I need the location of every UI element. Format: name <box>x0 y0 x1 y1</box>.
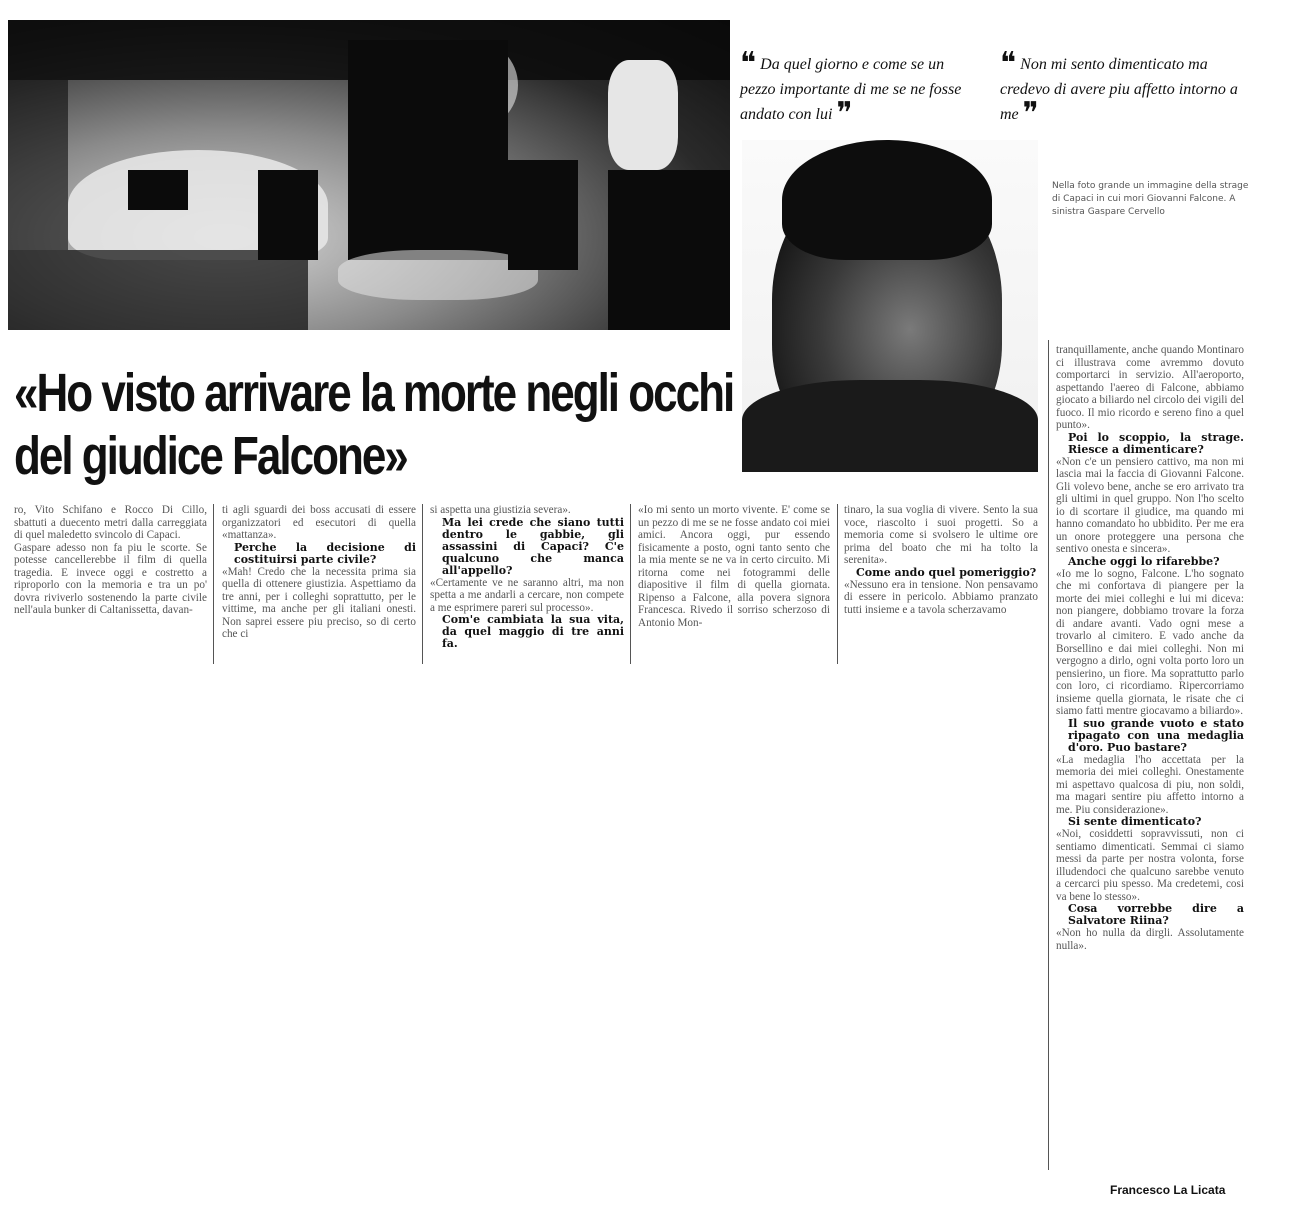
article-column-5 <box>844 504 1038 616</box>
interview-question: Si sente dimenticato? <box>1068 815 1202 828</box>
pull-quote-2-text: Non mi sento dimenticato ma credevo di avere piu affetto intorno a me <box>1000 56 1238 123</box>
article-paragraph: «Mah! Credo che la necessita prima sia quella di ottenere giustizia. Aspettiamo da tre anni, per i colleghi soprattutto, per le vittime, ma anche per gli italiani onesti. Non saprei essere piu preciso, so di certo che ci <box>222 565 416 640</box>
interview-question: Poi lo scoppio, la strage. Riesce a dimenticare? <box>1068 430 1244 456</box>
article-paragraph: si aspetta una giustizia severa». <box>430 504 571 516</box>
interview-question: Perche la decisione di costituirsi parte civile? <box>234 540 416 566</box>
interview-question: Anche oggi lo rifarebbe? <box>1068 554 1220 568</box>
article-paragraph: tranquillamente, anche quando Montinaro ci illustrava come avremmo dovuto comportarci in servizio. All'aeroporto, aspettando l'aereo di Falcone, abbiamo giocato a biliardo nel circolo dei vigili del fuoco. Il mio ricordo e sereno fino a quel punto». <box>1056 344 1244 431</box>
pull-quote-2 <box>1000 46 1250 131</box>
article-column-4 <box>638 504 830 629</box>
quote-open-icon: ❝ <box>1000 46 1017 81</box>
article-paragraph: «Io me lo sogno, Falcone. L'ho sognato che mi confortava di piangere per la morte dei miei colleghi e lui mi diceva: non piangere, dobbiamo trovare la forza di andare avanti. Vado ogni mese a trovarlo al cimitero. E vado anche da Borsellino e dai miei colleghi. Non mi vergogno a dirlo, ogni volta porto loro un pensierino, un fiore. Ma soprattutto parlo con loro, ci ricordiamo. Ripercorriamo insieme quella giornata, le risate che ci siamo fatti mentre giocavamo a biliardo». <box>1056 567 1244 717</box>
pull-quote-1 <box>740 46 980 131</box>
byline: Francesco La Licata <box>1110 1183 1226 1197</box>
article-paragraph: «Non ho nulla da dirgli. Assolutamente nulla». <box>1056 927 1244 952</box>
interview-question: Cosa vorrebbe dire a Salvatore Riina? <box>1068 902 1244 927</box>
article-paragraph: ti agli sguardi dei boss accusati di essere organizzatori ed esecutori di quella «mattanza». <box>222 504 416 541</box>
headline: «Ho visto arrivare la morte negli occhi del giudice Falcone» <box>14 363 734 487</box>
quote-close-icon: ❞ <box>836 96 853 131</box>
article-column-2 <box>222 504 416 641</box>
interview-question: Ma lei crede che siano tutti dentro le gabbie, gli assassini di Capaci? C'e qualcuno che manca all'appello? <box>442 515 624 577</box>
article-paragraph: «La medaglia l'ho accettata per la memoria dei miei colleghi. Onestamente mi aspettavo qualcosa di piu, non soldi, ma magari sentire piu affetto intorno a me. Piu considerazione». <box>1056 753 1244 816</box>
interview-question: Com'e cambiata la sua vita, da quel maggio di tre anni fa. <box>442 613 624 650</box>
article-paragraph: Gaspare adesso non fa piu le scorte. Se potesse cancellerebbe il film di quella tragedia. E invece oggi e costretto a riproporlo con la memoria e tra un po' dovra riviverlo sostenendo la parte civile nell'aula bunker di Caltanissetta, davan- <box>14 541 207 616</box>
quote-open-icon: ❝ <box>740 46 757 81</box>
photo-caption: Nella foto grande un immagine della strage di Capaci in cui mori Giovanni Falcone. A sinistra Gaspare Cervello <box>1052 181 1249 217</box>
quote-close-icon: ❞ <box>1022 96 1039 131</box>
main-photo <box>8 20 730 330</box>
article-paragraph: tinaro, la sua voglia di vivere. Sento la sua voce, riascolto i suoi progetti. So a memoria come si svolsero le ultime ore prima del boato che mi ha tolto la serenita». <box>844 504 1038 566</box>
article-column-6 <box>1056 344 1244 952</box>
article-paragraph: «Non c'e un pensiero cattivo, ma non mi lascia mai la faccia di Giovanni Falcone. Gli volevo bene, anche se ero arrivato tra gli ultimi in quel gruppo. Non l'ho scelto io di scortare il giudice, ma quando mi hanno comandato ho ubbidito. Per me era un onore proteggere una persona che sentivo onesta e sincera». <box>1056 455 1244 555</box>
pull-quote-1-text: Da quel giorno e come se un pezzo importante di me se ne fosse andato con lui <box>740 56 962 123</box>
article-column-1 <box>14 504 207 617</box>
interview-question: Come ando quel pomeriggio? <box>856 565 1037 579</box>
portrait-photo <box>742 140 1038 472</box>
article-column-3 <box>430 504 624 650</box>
article-paragraph: «Noi, cosiddetti sopravvissuti, non ci sentiamo dimenticati. Semmai ci siamo messi da parte per nostra volonta, forse illudendoci che qualcuno sarebbe venuto a cercarci piu spesso. Ma credetemi, cosi va bene lo stesso». <box>1056 828 1244 903</box>
article-paragraph: «Certamente ve ne saranno altri, ma non spetta a me andarli a cercare, non compete a me esprimere pareri sul processo». <box>430 576 624 614</box>
article-paragraph: «Nessuno era in tensione. Non pensavamo di essere in pericolo. Abbiamo pranzato tutti insieme e a tavola scherzavamo <box>844 578 1038 616</box>
article-paragraph: «Io mi sento un morto vivente. E' come se un pezzo di me se ne fosse andato coi miei amici. Ancora oggi, pur essendo fisicamente a posto, ogni tanto sento che la mia mente se ne va in certo circuito. Mi ritorna come nei fotogrammi delle diapositive il film di quella giornata. Ripenso a Falcone, alla povera signora Francesca. Rivedo il sorriso scherzoso di Antonio Mon- <box>638 504 830 629</box>
article-paragraph: ro, Vito Schifano e Rocco Di Cillo, sbattuti a duecento metri dalla carreggiata di quel maledetto svincolo di Capaci. <box>14 504 207 541</box>
interview-question: Il suo grande vuoto e stato ripagato con una medaglia d'oro. Puo bastare? <box>1068 716 1244 754</box>
